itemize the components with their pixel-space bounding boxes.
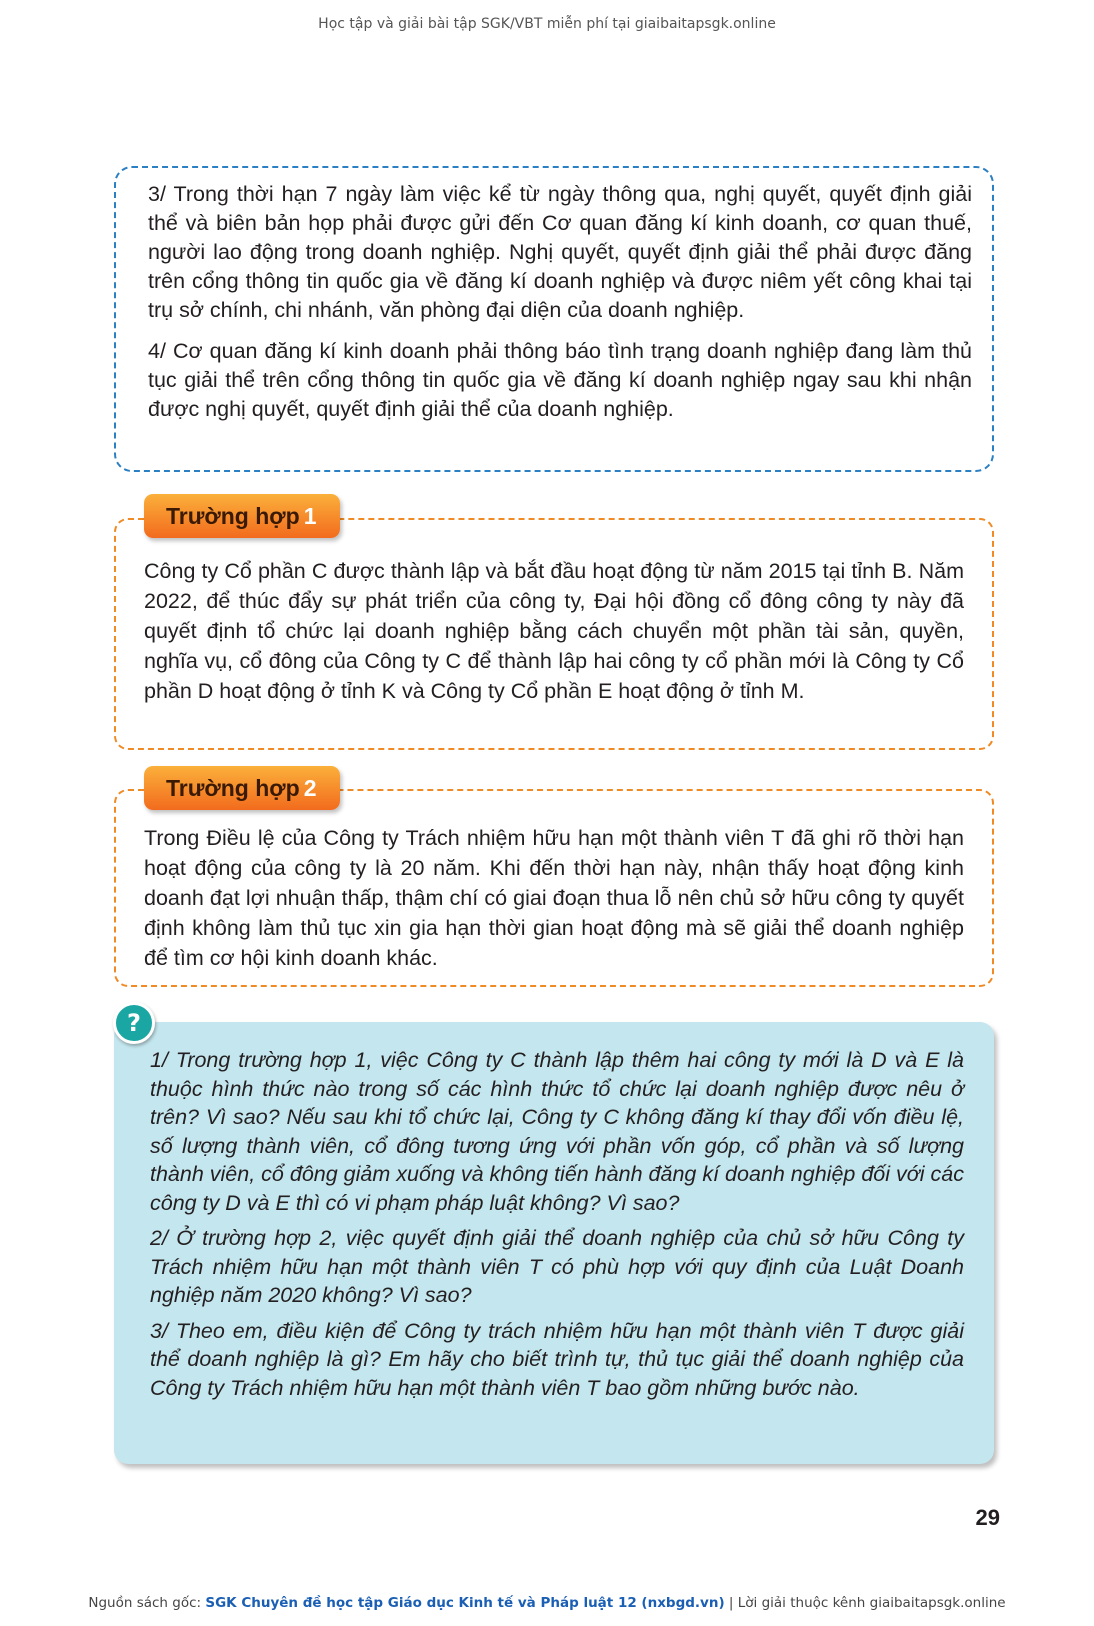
footer-prefix: Nguồn sách gốc: [88,1595,206,1611]
site-header: Học tập và giải bài tập SGK/VBT miễn phí tại giaibaitapsgk.online [318,16,776,32]
case-2-text: Trong Điều lệ của Công ty Trách nhiệm hữu hạn một thành viên T đã ghi rõ thời hạn hoạt động của công ty là 20 năm. Khi đến thời hạn này, nhận thấy hoạt động kinh doanh đạt lợi nhuận thấp, thậm chí có giai đoạn thua lỗ nên chủ sở hữu công ty quyết định không làm thủ tục xin gia hạn thời gian hoạt động mà sẽ giải thể doanh nghiệp để tìm cơ hội kinh doanh khác. [144,826,964,970]
case-1-box [114,518,994,750]
case-1-text: Công ty Cổ phần C được thành lập và bắt đầu hoạt động từ năm 2015 tại tỉnh B. Năm 2022, để thúc đẩy sự phát triển của công ty, Đại hội đồng cổ đông công ty này đã quyết định tổ chức lại doanh nghiệp bằng cách chuyển một phần tài sản, quyền, nghĩa vụ, cổ đông của Công ty C để thành lập hai công ty cổ phần mới là Công ty Cổ phần D hoạt động ở tỉnh K và Công ty Cổ phần E hoạt động ở tỉnh M. [144,559,964,703]
source-book-link[interactable]: SGK Chuyên đề học tập Giáo dục Kinh tế và Pháp luật 12 (nxbgd.vn) [205,1595,725,1611]
footer-suffix: | Lời giải thuộc kênh giaibaitapsgk.online [724,1595,1006,1611]
question-mark-icon: ? [113,1002,155,1044]
question-3: 3/ Theo em, điều kiện để Công ty trách nhiệm hữu hạn một thành viên T được giải thể doanh nghiệp là gì? Em hãy cho biết trình tự, thủ tục giải thể doanh nghiệp của Công ty Trách nhiệm hữu hạn một thành viên T bao gồm những bước nào. [150,1318,964,1400]
info-item-4: 4/ Cơ quan đăng kí kinh doanh phải thông báo tình trạng doanh nghiệp đang làm thủ tục giải thể trên cổng thông tin quốc gia về đăng kí doanh nghiệp ngay sau khi nhận được nghị quyết, quyết định giải thể của doanh nghiệp. [148,339,972,421]
question-2: 2/ Ở trường hợp 2, việc quyết định giải thể doanh nghiệp của chủ sở hữu Công ty Trách nhiệm hữu hạn một thành viên T có phù hợp với quy định của Luật Doanh nghiệp năm 2020 không? Vì sao? [150,1226,964,1307]
source-footer [0,1595,1094,1611]
question-1: 1/ Trong trường hợp 1, việc Công ty C thành lập thêm hai công ty mới là D và E là thuộc hình thức nào trong số các hình thức tổ chức lại doanh nghiệp được nêu ở trên? Vì sao? Nếu sau khi tổ chức lại, Công ty C không đăng kí thay đổi vốn điều lệ, số lượng thành viên, cổ đông tương ứng với phần vốn góp, cổ phần và số lượng thành viên, cổ đông giảm xuống và không tiến hành đăng kí doanh nghiệp đối với các công ty D và E thì có vi phạm pháp luật không? Vì sao? [150,1048,964,1215]
case-2-label [144,766,340,810]
page-number: 29 [975,1505,1000,1530]
info-item-3: 3/ Trong thời hạn 7 ngày làm việc kể từ ngày thông qua, nghị quyết, quyết định giải thể và biên bản họp phải được gửi đến Cơ quan đăng kí kinh doanh, cơ quan thuế, người lao động trong doanh nghiệp. Nghị quyết, quyết định giải thể phải được đăng trên cổng thông tin quốc gia về đăng kí doanh nghiệp và được niêm yết công khai tại trụ sở chính, chi nhánh, văn phòng đại diện của doanh nghiệp. [148,182,972,322]
case-2-number: 2 [303,775,317,801]
case-1-number: 1 [303,503,317,529]
info-box [114,166,994,472]
case-2-box [114,789,994,987]
case-1-label [144,494,340,538]
questions-box [114,1022,994,1464]
case-2-label-text: Trường hợp [166,775,300,801]
case-1-label-text: Trường hợp [166,503,300,529]
